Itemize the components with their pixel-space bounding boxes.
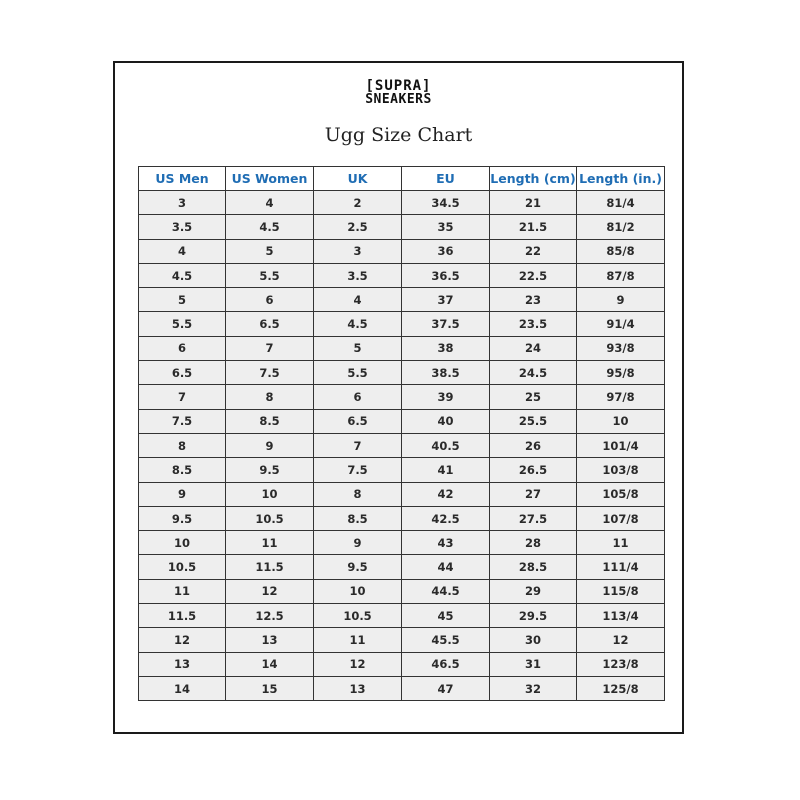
table-row [139, 604, 665, 628]
table-cell: 12 [139, 628, 226, 652]
table-cell: 123/8 [577, 652, 665, 676]
table-cell: 113/4 [577, 604, 665, 628]
table-cell: 2.5 [314, 215, 402, 239]
table-cell: 7.5 [139, 409, 226, 433]
table-cell: 11.5 [226, 555, 314, 579]
table-cell: 42 [402, 482, 490, 506]
table-cell: 4 [139, 239, 226, 263]
table-cell: 10 [577, 409, 665, 433]
column-header-length-in: Length (in.) [577, 167, 665, 191]
table-cell: 3 [314, 239, 402, 263]
table-row [139, 433, 665, 457]
table-cell: 35 [402, 215, 490, 239]
table-cell: 11 [577, 531, 665, 555]
table-cell: 40.5 [402, 433, 490, 457]
table-cell: 9 [577, 288, 665, 312]
table-cell: 9 [314, 531, 402, 555]
table-cell: 37 [402, 288, 490, 312]
table-cell: 5.5 [139, 312, 226, 336]
table-cell: 9.5 [226, 458, 314, 482]
table-cell: 3.5 [314, 263, 402, 287]
column-header-eu: EU [402, 167, 490, 191]
table-cell: 6.5 [226, 312, 314, 336]
table-cell: 8 [226, 385, 314, 409]
table-cell: 13 [139, 652, 226, 676]
table-cell: 46.5 [402, 652, 490, 676]
table-cell: 97/8 [577, 385, 665, 409]
table-cell: 29.5 [490, 604, 577, 628]
table-cell: 5.5 [314, 361, 402, 385]
table-cell: 5 [139, 288, 226, 312]
table-row [139, 215, 665, 239]
table-cell: 7 [314, 433, 402, 457]
table-cell: 12.5 [226, 604, 314, 628]
table-cell: 12 [577, 628, 665, 652]
table-cell: 23 [490, 288, 577, 312]
table-cell: 7 [226, 336, 314, 360]
table-cell: 10.5 [139, 555, 226, 579]
table-cell: 9 [139, 482, 226, 506]
size-chart-frame [113, 61, 684, 734]
table-cell: 6 [226, 288, 314, 312]
table-header-row [139, 167, 665, 191]
table-row [139, 312, 665, 336]
column-header-us-men: US Men [139, 167, 226, 191]
table-cell: 10 [139, 531, 226, 555]
table-cell: 9.5 [314, 555, 402, 579]
table-cell: 5.5 [226, 263, 314, 287]
table-cell: 26 [490, 433, 577, 457]
table-cell: 30 [490, 628, 577, 652]
table-row [139, 676, 665, 700]
table-cell: 10.5 [314, 604, 402, 628]
table-cell: 21 [490, 191, 577, 215]
table-cell: 4 [314, 288, 402, 312]
table-cell: 45.5 [402, 628, 490, 652]
table-cell: 8 [139, 433, 226, 457]
table-cell: 14 [226, 652, 314, 676]
table-row [139, 458, 665, 482]
table-row [139, 652, 665, 676]
table-cell: 95/8 [577, 361, 665, 385]
table-cell: 11 [139, 579, 226, 603]
table-cell: 115/8 [577, 579, 665, 603]
table-row [139, 336, 665, 360]
table-cell: 24.5 [490, 361, 577, 385]
table-row [139, 385, 665, 409]
table-row [139, 579, 665, 603]
table-cell: 10 [226, 482, 314, 506]
table-cell: 111/4 [577, 555, 665, 579]
table-cell: 14 [139, 676, 226, 700]
table-cell: 7 [139, 385, 226, 409]
table-cell: 4.5 [226, 215, 314, 239]
table-cell: 6 [314, 385, 402, 409]
table-row [139, 361, 665, 385]
table-row [139, 506, 665, 530]
table-row [139, 531, 665, 555]
table-cell: 4.5 [139, 263, 226, 287]
table-cell: 37.5 [402, 312, 490, 336]
table-cell: 7.5 [314, 458, 402, 482]
table-cell: 43 [402, 531, 490, 555]
table-cell: 39 [402, 385, 490, 409]
table-cell: 93/8 [577, 336, 665, 360]
table-cell: 44 [402, 555, 490, 579]
table-cell: 11 [314, 628, 402, 652]
table-cell: 40 [402, 409, 490, 433]
table-cell: 4 [226, 191, 314, 215]
table-cell: 11 [226, 531, 314, 555]
table-cell: 3.5 [139, 215, 226, 239]
table-cell: 105/8 [577, 482, 665, 506]
table-cell: 31 [490, 652, 577, 676]
table-cell: 7.5 [226, 361, 314, 385]
table-row [139, 263, 665, 287]
table-cell: 34.5 [402, 191, 490, 215]
table-cell: 13 [226, 628, 314, 652]
table-cell: 32 [490, 676, 577, 700]
table-row [139, 555, 665, 579]
table-row [139, 409, 665, 433]
table-cell: 13 [314, 676, 402, 700]
brand-logo [115, 80, 682, 106]
table-cell: 85/8 [577, 239, 665, 263]
table-cell: 6 [139, 336, 226, 360]
table-cell: 107/8 [577, 506, 665, 530]
table-cell: 23.5 [490, 312, 577, 336]
table-cell: 24 [490, 336, 577, 360]
column-header-uk: UK [314, 167, 402, 191]
table-cell: 36 [402, 239, 490, 263]
table-cell: 29 [490, 579, 577, 603]
table-cell: 21.5 [490, 215, 577, 239]
table-cell: 2 [314, 191, 402, 215]
table-cell: 22.5 [490, 263, 577, 287]
brand-logo-line2: SNEAKERS [365, 92, 432, 107]
table-cell: 101/4 [577, 433, 665, 457]
table-cell: 25 [490, 385, 577, 409]
table-row [139, 288, 665, 312]
table-cell: 8.5 [139, 458, 226, 482]
table-cell: 28.5 [490, 555, 577, 579]
table-cell: 15 [226, 676, 314, 700]
table-cell: 3 [139, 191, 226, 215]
table-cell: 87/8 [577, 263, 665, 287]
table-cell: 44.5 [402, 579, 490, 603]
table-cell: 81/4 [577, 191, 665, 215]
table-body [139, 191, 665, 701]
table-cell: 27.5 [490, 506, 577, 530]
table-cell: 26.5 [490, 458, 577, 482]
table-cell: 8.5 [314, 506, 402, 530]
column-header-us-women: US Women [226, 167, 314, 191]
table-cell: 4.5 [314, 312, 402, 336]
table-cell: 8.5 [226, 409, 314, 433]
table-cell: 81/2 [577, 215, 665, 239]
table-cell: 11.5 [139, 604, 226, 628]
table-cell: 38 [402, 336, 490, 360]
table-cell: 41 [402, 458, 490, 482]
table-row [139, 239, 665, 263]
column-header-length-cm: Length (cm) [490, 167, 577, 191]
table-cell: 25.5 [490, 409, 577, 433]
table-cell: 91/4 [577, 312, 665, 336]
table-cell: 45 [402, 604, 490, 628]
page-title: Ugg Size Chart [324, 124, 473, 146]
brand-logo-line1: [SUPRA] [365, 78, 432, 94]
table-cell: 6.5 [139, 361, 226, 385]
table-row [139, 482, 665, 506]
table-cell: 47 [402, 676, 490, 700]
table-row [139, 191, 665, 215]
table-cell: 42.5 [402, 506, 490, 530]
table-cell: 38.5 [402, 361, 490, 385]
table-cell: 10 [314, 579, 402, 603]
table-cell: 6.5 [314, 409, 402, 433]
table-cell: 28 [490, 531, 577, 555]
table-cell: 12 [226, 579, 314, 603]
table-cell: 5 [314, 336, 402, 360]
table-cell: 9.5 [139, 506, 226, 530]
table-cell: 8 [314, 482, 402, 506]
table-cell: 12 [314, 652, 402, 676]
table-cell: 27 [490, 482, 577, 506]
table-cell: 5 [226, 239, 314, 263]
table-cell: 125/8 [577, 676, 665, 700]
table-cell: 36.5 [402, 263, 490, 287]
size-table [138, 166, 665, 701]
table-cell: 103/8 [577, 458, 665, 482]
table-cell: 9 [226, 433, 314, 457]
table-cell: 22 [490, 239, 577, 263]
table-row [139, 628, 665, 652]
table-cell: 10.5 [226, 506, 314, 530]
